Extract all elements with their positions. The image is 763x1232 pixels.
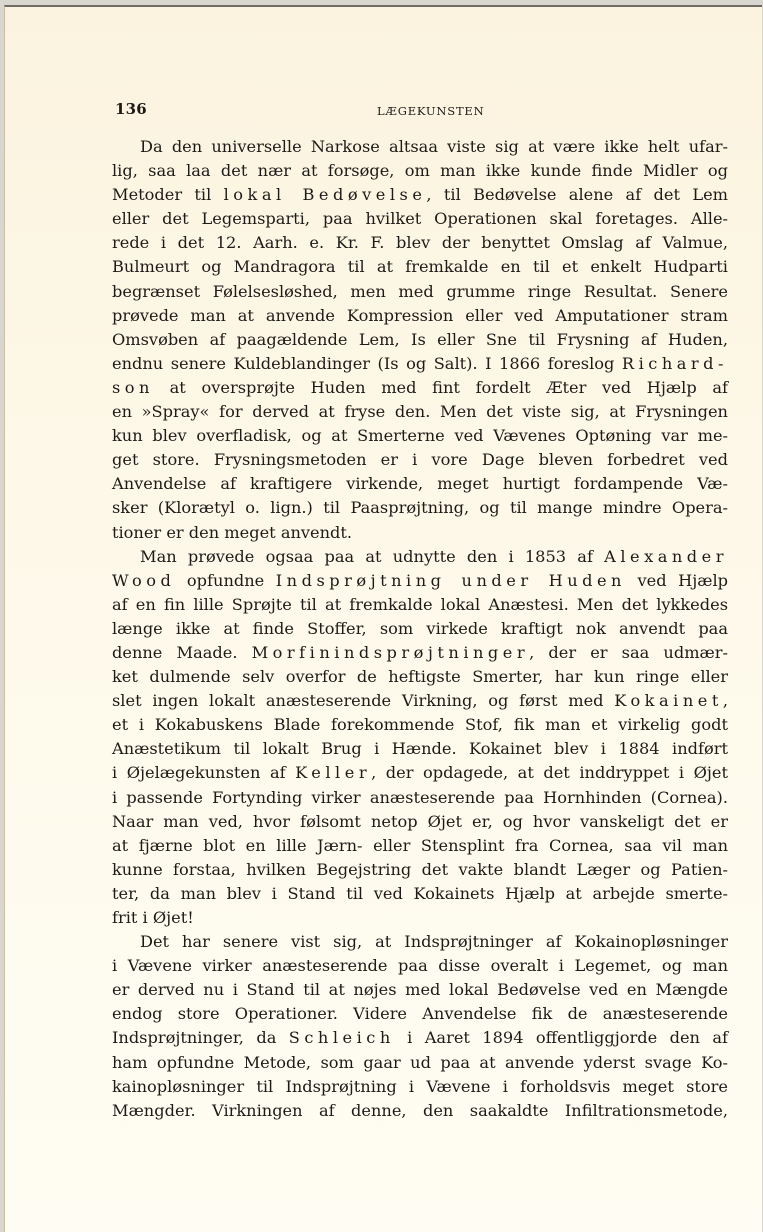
text-run: begrænset Følelsesløshed, men med grumme ringe Resultat. Senere	[112, 281, 728, 301]
text-run: Anæstetikum til lokalt Brug i Hænde. Kokainet blev i 1884 indført	[112, 739, 728, 759]
text-run: ,	[722, 691, 728, 711]
text-line	[112, 906, 728, 930]
text-run: Metoder til	[112, 185, 224, 205]
text-run: Det har senere vist sig, at Indsprøjtninger af Kokainopløsninger	[140, 932, 728, 952]
text-run: længe ikke at finde Stoffer, som virkede kraftigt nok anvendt paa	[112, 618, 728, 638]
text-run: , der opdagede, at det inddryppet i Øjet	[371, 763, 729, 783]
text-run: at fjærne blot en lille Jærn- eller Stensplint fra Cornea, saa vil man	[112, 835, 728, 855]
text-line	[112, 665, 728, 689]
text-run: Naar man ved, hvor følsomt netop Øjet er, og hvor vanskeligt det er	[112, 811, 728, 831]
text-line	[112, 183, 728, 207]
text-line	[112, 376, 728, 400]
text-run: Indsprøjtninger, da	[112, 1028, 289, 1048]
text-run: kun blev overfladisk, og at Smerterne ved Vævenes Optøning var me-	[112, 426, 728, 446]
text-run: denne Maade.	[112, 642, 252, 662]
text-line	[112, 617, 728, 641]
text-line	[112, 424, 728, 448]
text-run: rede i det 12. Aarh. e. Kr. F. blev der benyttet Omslag af Valmue,	[112, 233, 728, 253]
text-line	[112, 135, 728, 159]
text-run: Mængder. Virkningen af denne, den saakaldte Infiltrationsmetode,	[112, 1100, 728, 1120]
text-run: i passende Fortynding virker anæsteserende paa Hornhinden (Cornea).	[112, 787, 728, 807]
text-line	[112, 255, 728, 279]
text-line	[112, 641, 728, 665]
text-line	[112, 689, 728, 713]
text-line	[112, 1026, 728, 1050]
text-run: ter, da man blev i Stand til ved Kokainets Hjælp at arbejde smerte-	[112, 883, 728, 903]
text-line	[112, 280, 728, 304]
text-line	[112, 521, 728, 545]
text-run: i Vævene virker anæsteserende paa disse overalt i Legemet, og man	[112, 956, 728, 976]
text-run: at oversprøjte Huden med fint fordelt Æter ved Hjælp af	[153, 377, 728, 397]
body-text	[112, 135, 728, 1123]
text-run: , til Bedøvelse alene af det Lem	[426, 185, 728, 205]
text-line	[112, 472, 728, 496]
emphasized-term: Indsprøjtning under Huden	[275, 570, 626, 590]
text-line	[112, 159, 728, 183]
text-run: kunne forstaa, hvilken Begejstring det vakte blandt Læger og Patien-	[112, 859, 728, 879]
text-run: tioner er den meget anvendt.	[112, 522, 353, 542]
text-run: Man prøvede ogsaa paa at udnytte den i 1853 af	[140, 546, 605, 566]
text-run: frit i Øjet!	[112, 908, 194, 927]
text-run: endog store Operationer. Videre Anvendelse fik de anæsteserende	[112, 1004, 728, 1024]
text-line	[112, 810, 728, 834]
text-run: af en fin lille Sprøjte til at fremkalde lokal Anæstesi. Men det lykkedes	[112, 594, 728, 614]
text-run: opfundne	[175, 570, 276, 590]
text-line	[112, 978, 728, 1002]
text-line	[112, 448, 728, 472]
text-run: lig, saa laa det nær at forsøge, om man ikke kunde finde Midler og	[112, 161, 728, 181]
text-run: en »Spray« for derved at fryse den. Men det viste sig, at Frysningen	[112, 402, 728, 422]
emphasized-term: Kokainet	[614, 691, 723, 711]
text-line	[112, 207, 728, 231]
text-run: Bulmeurt og Mandragora til at fremkalde en til et enkelt Hudparti	[112, 257, 728, 277]
text-line	[112, 834, 728, 858]
text-line	[112, 545, 728, 569]
text-line	[112, 569, 728, 593]
text-run: kainopløsninger til Indsprøjtning i Vævene i forholdsvis meget store	[112, 1076, 728, 1096]
text-line	[112, 858, 728, 882]
emphasized-term: Alexander	[604, 546, 728, 566]
text-line	[112, 496, 728, 520]
emphasized-term: Keller	[295, 763, 372, 783]
text-line	[112, 593, 728, 617]
text-line	[112, 304, 728, 328]
text-run: Omsvøben af paagældende Lem, Is eller Sne til Frysning af Huden,	[112, 329, 728, 349]
running-head	[115, 100, 715, 122]
text-line	[112, 328, 728, 352]
text-run: prøvede man at anvende Kompression eller ved Amputationer stram	[112, 305, 728, 325]
book-page	[4, 5, 762, 1232]
text-run: ved Hjælp	[626, 570, 729, 590]
text-run: endnu senere Kuldeblandinger (Is og Salt). I 1866 foreslog	[112, 353, 622, 373]
emphasized-term: Morfinindsprøjtninger	[251, 642, 530, 662]
paragraph	[112, 135, 728, 545]
text-run: sker (Klorætyl o. lign.) til Paasprøjtning, og til mange mindre Opera-	[112, 498, 728, 518]
text-line	[112, 713, 728, 737]
text-run: ham opfundne Metode, som gaar ud paa at anvende yderst svage Ko-	[112, 1052, 728, 1072]
text-line	[112, 737, 728, 761]
text-run: , der er saa udmær-	[529, 642, 728, 662]
paragraph	[112, 930, 728, 1123]
chapter-title: LÆGEKUNSTEN	[377, 104, 485, 118]
text-line	[112, 1002, 728, 1026]
text-line	[112, 1075, 728, 1099]
text-line	[112, 930, 728, 954]
text-run: Da den universelle Narkose altsaa viste sig at være ikke helt ufar-	[140, 137, 728, 156]
text-line	[112, 1099, 728, 1123]
text-line	[112, 1051, 728, 1075]
text-line	[112, 882, 728, 906]
text-line	[112, 954, 728, 978]
text-line	[112, 231, 728, 255]
text-run: et i Kokabuskens Blade forekommende Stof, fik man et virkelig godt	[112, 715, 728, 735]
emphasized-term: Schleich	[288, 1028, 395, 1048]
emphasized-term: lokal Bedøvelse	[223, 185, 427, 205]
text-run: i Aaret 1894 offentliggjorde den af	[394, 1028, 728, 1048]
page-number: 136	[115, 100, 147, 118]
text-run: er derved nu i Stand til at nøjes med lokal Bedøvelse ved en Mængde	[112, 980, 728, 1000]
text-run: slet ingen lokalt anæsteserende Virkning, og først med	[112, 691, 615, 711]
text-run: eller det Legemsparti, paa hvilket Operationen skal foretages. Alle-	[112, 209, 728, 229]
paragraph	[112, 545, 728, 931]
text-run: get store. Frysningsmetoden er i vore Dage bleven forbedret ved	[112, 450, 728, 470]
emphasized-term: Richard-	[621, 353, 728, 373]
emphasized-term: son	[112, 377, 154, 397]
text-run: i Øjelægekunsten af	[112, 763, 296, 783]
text-line	[112, 786, 728, 810]
text-run: ket dulmende selv overfor de heftigste Smerter, har kun ringe eller	[112, 667, 728, 687]
emphasized-term: Wood	[112, 570, 176, 590]
text-run: Anvendelse af kraftigere virkende, meget hurtigt fordampende Væ-	[112, 474, 728, 494]
text-line	[112, 352, 728, 376]
text-line	[112, 761, 728, 785]
text-line	[112, 400, 728, 424]
